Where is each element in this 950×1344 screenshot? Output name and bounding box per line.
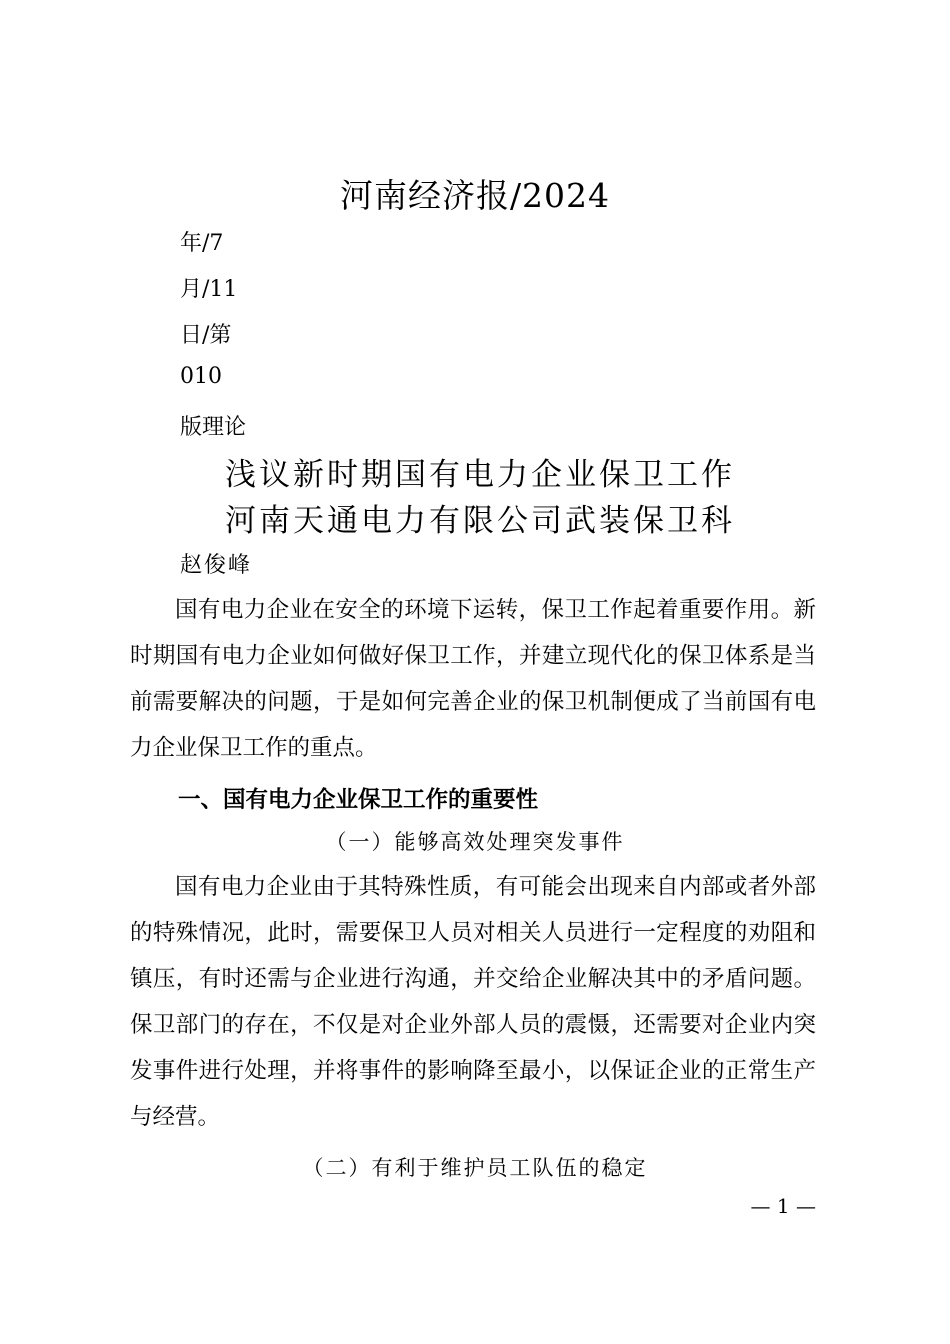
date-line-month: 月/11	[180, 277, 238, 302]
article-author: 赵俊峰	[180, 553, 253, 578]
date-line-year: 年/7	[180, 231, 224, 256]
section-line: 版理论	[180, 415, 247, 440]
intro-paragraph-text: 国有电力企业在安全的环境下运转，保卫工作起着重要作用。新时期国有电力企业如何做好保卫工作，并建立现代化的保卫体系是当前需要解决的问题，于是如何完善企业的保卫机制便成了当前国有电力企业保卫工作的重点。	[130, 597, 816, 761]
page-number-line: 010	[180, 364, 222, 389]
article-affiliation: 河南天通电力有限公司武装保卫科	[225, 503, 735, 539]
subsection-1-paragraph	[130, 864, 816, 1140]
date-line-day: 日/第	[180, 323, 232, 348]
subsection-1-paragraph-text: 国有电力企业由于其特殊性质，有可能会出现来自内部或者外部的特殊情况，此时，需要保卫人员对相关人员进行一定程度的劝阻和镇压，有时还需与企业进行沟通，并交给企业解决其中的矛盾问题。保卫部门的存在，不仅是对企业外部人员的震慑，还需要对企业内突发事件进行处理，并将事件的影响降至最小，以保证企业的正常生产与经营。	[130, 874, 816, 1130]
intro-paragraph	[130, 587, 816, 771]
newspaper-masthead: 河南经济报/2024	[339, 176, 611, 215]
article-title: 浅议新时期国有电力企业保卫工作	[225, 457, 735, 493]
page-footer-number: — 1 —	[750, 1194, 816, 1218]
subsection-2-heading: （二）有利于维护员工队伍的稳定	[302, 1156, 648, 1180]
subsection-1-heading: （一）能够高效处理突发事件	[325, 830, 625, 854]
section-1-heading: 一、国有电力企业保卫工作的重要性	[178, 787, 539, 813]
